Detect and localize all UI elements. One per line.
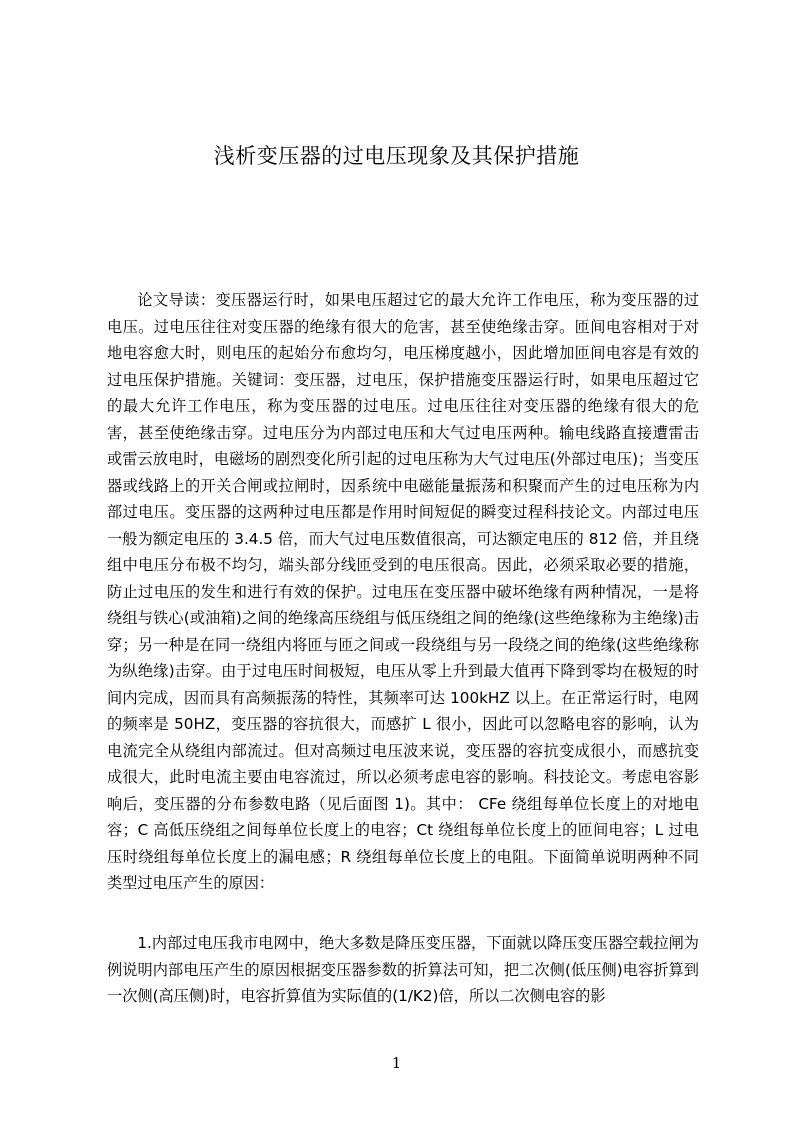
body-paragraph-abstract: 论文导读：变压器运行时，如果电压超过它的最大允许工作电压，称为变压器的过电压。过电压往往对变压器的绝缘有很大的危害，甚至使绝缘击穿。匝间电容相对于对地电容愈大时，则电压的起始分布愈均匀，电压梯度越小，因此增加匝间电容是有效的过电压保护措施。关键词：变压器，过电压，保护措施变压器运行时，如果电压超过它的最大允许工作电压，称为变压器的过电压。过电压往往对变压器的绝缘有很大的危害，甚至使绝缘击穿。过电压分为内部过电压和大气过电压两种。输电线路直接遭雷击或雷云放电时，电磁场的剧烈变化所引起的过电压称为大气过电压(外部过电压)；当变压器或线路上的开关合闸或拉闸时，因系统中电磁能量振荡和积聚而产生的过电压称为内部过电压。变压器的这两种过电压都是作用时间短促的瞬变过程科技论文。内部过电压一般为额定电压的 3.4.5 倍，而大气过电压数值很高，可达额定电压的 812 倍，并且绕组中电压分布极不均匀，端头部分线匝受到的电压很高。因此，必须采取必要的措施，防止过电压的发生和进行有效的保护。过电压在变压器中破坏绝缘有两种情况，一是将绕组与铁心(或油箱)之间的绝缘高压绕组与低压绕组之间的绝缘(这些绝缘称为主绝缘)击穿；另一种是在同一绕组内将匝与匝之间或一段绕组与另一段绕之间的绝缘(这些绝缘称为纵绝缘)击穿。由于过电压时间极短，电压从零上升到最大值再下降到零均在极短的时间内完成，因而具有高频振荡的特性，其频率可达 100kHZ 以上。在正常运行时，电网的频率是 50HZ，变压器的容抗很大，而感扩 L 很小，因此可以忽略电容的影响，认为电流完全从绕组内部流过。但对高频过电压波来说，变压器的容抗变成很小，而感抗变成很大，此时电流主要由电容流过，所以必须考虑电容的影响。科技论文。考虑电容影响后，变压器的分布参数电路（见后面图 1)。其中： CFe 绕组每单位长度上的对地电容；C 高低压绕组之间每单位长度上的电容；Ct 绕组每单位长度上的匝间电容；L 过电压时绕组每单位长度上的漏电感；R 绕组每单位长度上的电阻。下面简单说明两种不同类型过电压产生的原因： [107,291,699,892]
document-title: 浅析变压器的过电压现象及其保护措施 [213,144,580,168]
page-number: 1 [391,1054,402,1072]
body-paragraph-internal-overvoltage: 1.内部过电压我市电网中，绝大多数是降压变压器，下面就以降压变压器空载拉闸为例说明内部电压产生的原因根据变压器参数的折算法可知，把二次侧(低压侧)电容折算到一次侧(高压侧)时，电容折算值为实际值的(1/K2)倍，所以二次侧电容的影 [107,934,699,1005]
